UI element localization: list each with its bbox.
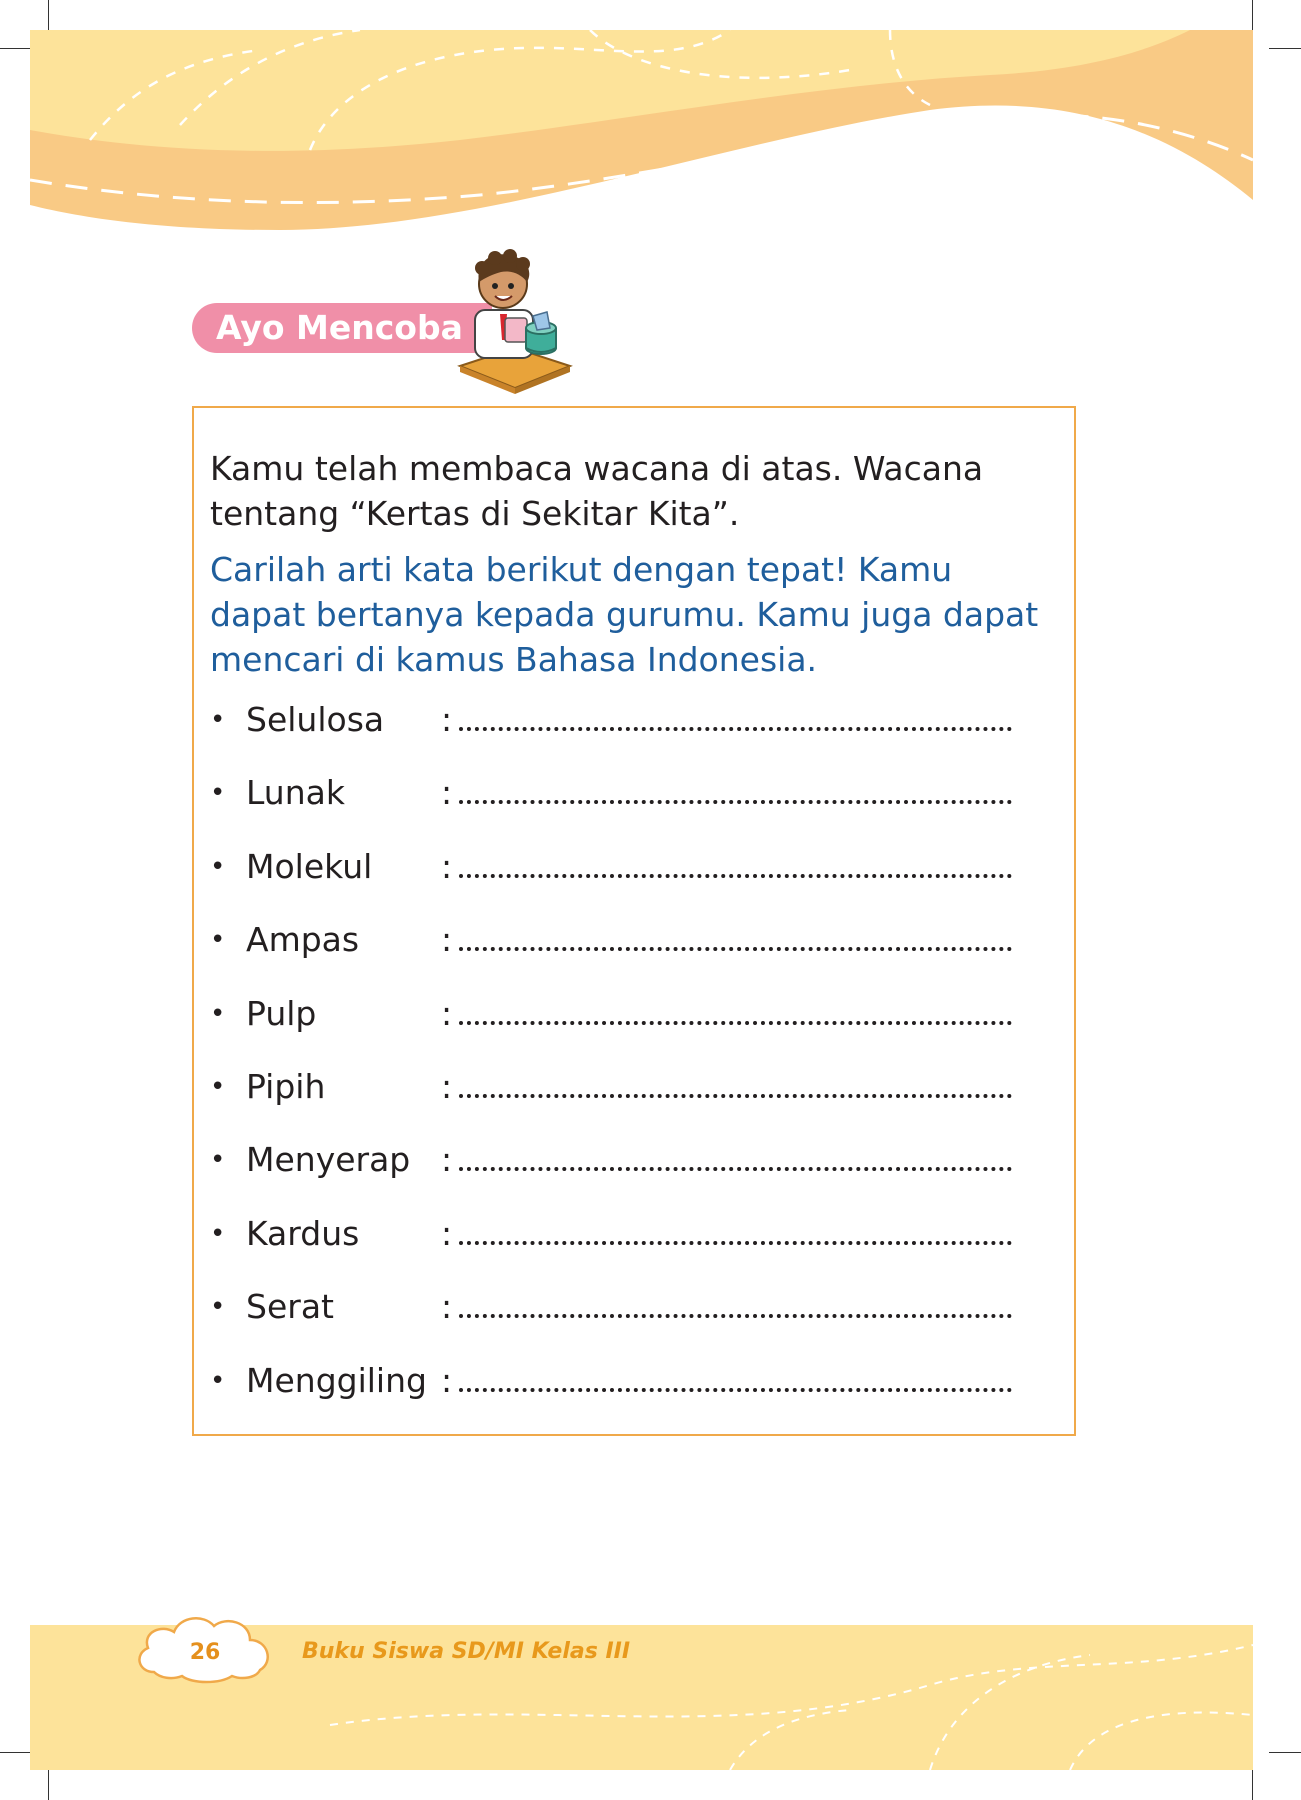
separator: : [441, 1213, 453, 1253]
bullet: • [210, 1071, 226, 1102]
vocab-item [210, 768, 1050, 841]
crop-mark [1252, 0, 1253, 32]
instruction-text: Carilah arti kata berikut dengan tepat! Kamu dapat bertanya kepada gurumu. Kamu juga dapat mencari di kamus Bahasa Indonesia. [210, 550, 1039, 679]
vocab-term: Serat [246, 1287, 334, 1327]
page-number: 26 [189, 1640, 221, 1665]
section-label: Ayo Mencoba [192, 303, 492, 353]
vocab-item [210, 1062, 1050, 1135]
separator: : [441, 846, 453, 886]
answer-blank[interactable] [459, 989, 1012, 1025]
separator: : [441, 1287, 453, 1327]
answer-blank[interactable] [459, 1356, 1012, 1392]
student-mascot-illustration [455, 248, 575, 394]
vocab-term: Pipih [246, 1066, 326, 1106]
vocab-term: Ampas [246, 920, 360, 960]
vocab-item [210, 1135, 1050, 1208]
vocab-item [210, 1282, 1050, 1355]
vocab-term: Selulosa [246, 700, 385, 739]
crop-mark [1252, 1768, 1253, 1800]
separator: : [441, 920, 453, 960]
crop-mark [0, 1752, 32, 1753]
bullet: • [210, 998, 226, 1029]
bullet: • [210, 1145, 226, 1176]
bullet: • [210, 705, 226, 735]
vocab-term: Kardus [246, 1213, 360, 1253]
vocab-term: Molekul [246, 846, 373, 886]
answer-blank[interactable] [459, 1282, 1012, 1318]
crop-mark [0, 48, 32, 49]
vocab-term: Menggiling [246, 1360, 427, 1400]
vocab-item [210, 695, 1050, 768]
bullet: • [210, 1292, 226, 1323]
separator: : [441, 773, 453, 813]
vocab-item [210, 1209, 1050, 1282]
bullet: • [210, 1218, 226, 1249]
vocab-term: Lunak [246, 773, 345, 813]
vocab-item [210, 1356, 1050, 1429]
crop-mark [48, 1768, 49, 1800]
answer-blank[interactable] [459, 1062, 1012, 1098]
answer-blank[interactable] [459, 915, 1012, 951]
answer-blank[interactable] [459, 695, 1012, 731]
vocab-term: Menyerap [246, 1140, 411, 1180]
bullet: • [210, 1365, 226, 1396]
vocabulary-list [210, 695, 1050, 1429]
vocab-term: Pulp [246, 993, 317, 1033]
separator: : [441, 1360, 453, 1400]
separator: : [441, 1066, 453, 1106]
bullet: • [210, 851, 226, 882]
book-title: Buku Siswa SD/MI Kelas III [302, 1639, 631, 1664]
header-wave-decoration [30, 30, 1253, 250]
intro-text: Kamu telah membaca wacana di atas. Wacana tentang “Kertas di Sekitar Kita”. [210, 449, 984, 533]
answer-blank[interactable] [459, 1209, 1012, 1245]
separator: : [441, 993, 453, 1033]
crop-mark [48, 0, 49, 32]
vocab-item [210, 842, 1050, 915]
separator: : [441, 1140, 453, 1180]
crop-mark [1269, 48, 1301, 49]
answer-blank[interactable] [459, 842, 1012, 878]
bullet: • [210, 778, 226, 809]
separator: : [441, 700, 453, 739]
vocab-item [210, 915, 1050, 988]
bullet: • [210, 925, 226, 956]
answer-blank[interactable] [459, 768, 1012, 804]
answer-blank[interactable] [459, 1135, 1012, 1171]
crop-mark [1269, 1752, 1301, 1753]
vocab-item [210, 989, 1050, 1062]
